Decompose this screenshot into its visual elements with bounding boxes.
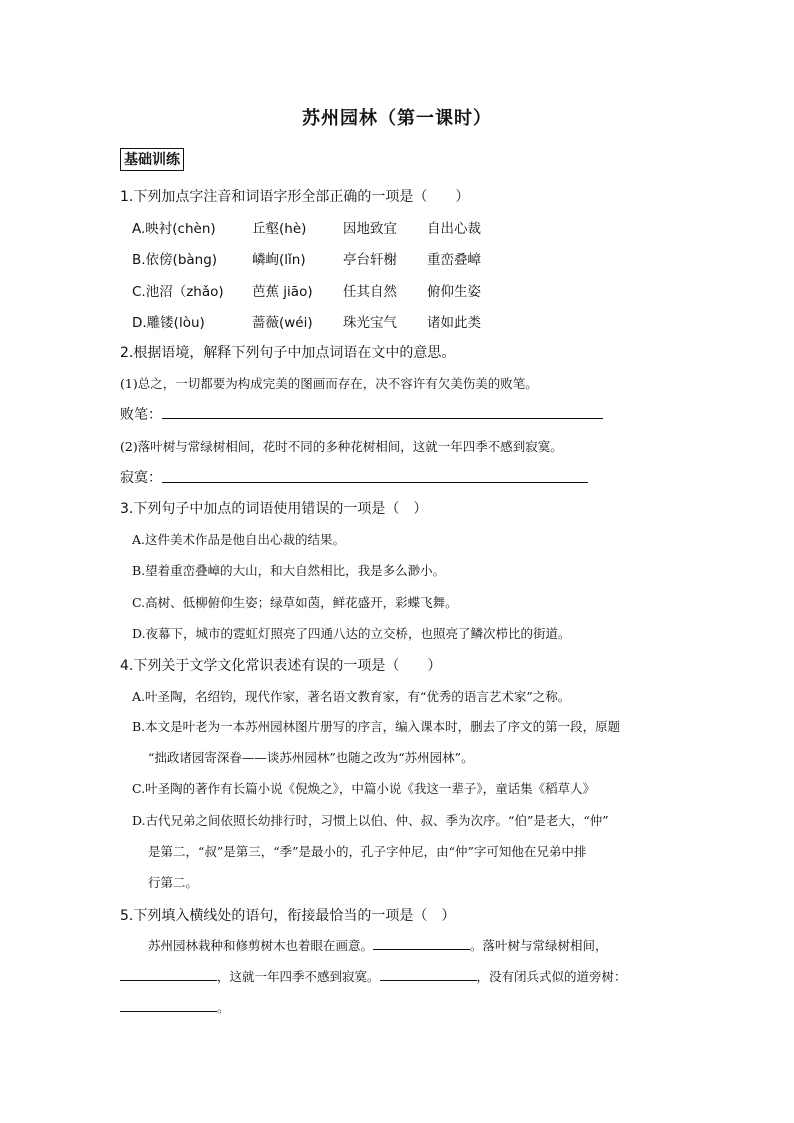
- q5-text-3: 。: [217, 1000, 230, 1015]
- q1-c-4: 俯仰生姿: [427, 284, 481, 300]
- q1-b-1: B.依傍(bàng): [132, 252, 218, 268]
- q5-text-2a: ，这就一年四季不感到寂寞。: [217, 969, 380, 984]
- q2-sentence-1: (1)总之，一切都要为构成完美的图画而存在，决不容许有欠美伤美的败笔。: [120, 376, 538, 391]
- q1-a-2: 丘壑(hè): [252, 221, 307, 237]
- q1-stem: 1.下列加点字注音和词语字形全部正确的一项是（ ）: [120, 189, 470, 205]
- q5-blank-1[interactable]: [373, 937, 470, 950]
- q1-d-2: 蔷薇(wéi): [252, 315, 313, 331]
- q4-option-b-line1: B.本文是叶老为一本苏州园林图片册写的序言，编入课本时，删去了序文的第一段，原题: [132, 719, 621, 734]
- q2-answer-line-1[interactable]: [162, 418, 603, 419]
- q1-b-4: 重峦叠嶂: [427, 252, 481, 268]
- q5-text-1a: 苏州园林栽种和修剪树木也着眼在画意。: [148, 938, 374, 953]
- q1-c-2: 芭蕉 jiāo): [252, 284, 313, 300]
- q3-option-a: A.这件美术作品是他自出心裁的结果。: [132, 532, 346, 547]
- q5-blank-4[interactable]: [120, 999, 217, 1012]
- q2-label-1: 败笔：: [120, 407, 162, 423]
- q3-option-d: D.夜幕下，城市的霓虹灯照亮了四通八达的立交桥，也照亮了鳞次栉比的街道。: [132, 626, 571, 641]
- q1-b-2: 嶙峋(lǐn): [252, 252, 306, 268]
- q4-option-d-line1: D.古代兄弟之间依照长幼排行时，习惯上以伯、仲、叔、季为次序。“伯”是老大，“仲”: [132, 813, 609, 828]
- q5-paragraph-line3: [120, 998, 230, 1016]
- q3-option-c: C.高树、低柳俯仰生姿；绿草如茵，鲜花盛开，彩蝶飞舞。: [132, 595, 458, 610]
- section-label: 基础训练: [120, 148, 184, 171]
- q3-stem: 3.下列句子中加点的词语使用错误的一项是（ ）: [120, 501, 428, 517]
- q1-d-3: 珠光宝气: [343, 315, 397, 331]
- q5-blank-2[interactable]: [120, 968, 217, 981]
- q1-a-4: 自出心裁: [427, 221, 481, 237]
- q4-option-c: C.叶圣陶的著作有长篇小说《倪焕之》，中篇小说《我这一辈子》，童话集《稻草人》: [132, 781, 596, 796]
- page-title: 苏州园林（第一课时）: [302, 108, 492, 129]
- q4-stem: 4.下列关于文学文化常识表述有误的一项是（ ）: [120, 658, 442, 674]
- q5-text-2b: ，没有闭兵式似的道旁树：: [476, 969, 627, 984]
- q2-sentence-2: (2)落叶树与常绿树相间，花时不同的多种花树相间，这就一年四季不感到寂寞。: [120, 439, 563, 454]
- q1-d-4: 诸如此类: [427, 315, 481, 331]
- q5-paragraph-line1: [148, 936, 608, 954]
- q2-label-2: 寂寞：: [120, 470, 162, 486]
- q3-option-b: B.望着重峦叠嶂的大山，和大自然相比，我是多么渺小。: [132, 563, 446, 578]
- q4-option-d-line2: 是第二，“叔”是第三，“季”是最小的，孔子字仲尼，由“仲”字可知他在兄弟中排: [148, 844, 587, 859]
- q5-stem: 5.下列填入横线处的语句，衔接最恰当的一项是（ ）: [120, 908, 456, 924]
- q5-paragraph-line2: [120, 967, 627, 985]
- q4-option-a: A.叶圣陶，名绍钧，现代作家，著名语文教育家，有“优秀的语言艺术家”之称。: [132, 689, 571, 704]
- q1-a-3: 因地致宜: [343, 221, 397, 237]
- q1-a-1: A.映衬(chèn): [132, 221, 216, 237]
- q5-text-1b: 。落叶树与常绿树相间，: [470, 938, 608, 953]
- q5-blank-3[interactable]: [380, 968, 477, 981]
- q2-answer-line-2[interactable]: [162, 482, 588, 483]
- q2-stem: 2.根据语境，解释下列句子中加点词语在文中的意思。: [120, 345, 456, 361]
- q1-b-3: 亭台轩榭: [343, 252, 397, 268]
- q4-option-d-line3: 行第二。: [148, 875, 199, 890]
- q1-d-1: D.雕镂(lòu): [132, 315, 205, 331]
- q1-c-3: 任其自然: [343, 284, 397, 300]
- q4-option-b-line2: “拙政诸园寄深眷——谈苏州园林”也随之改为“苏州园林”。: [148, 750, 474, 765]
- q1-c-1: C.池沼（zhǎo): [132, 284, 224, 300]
